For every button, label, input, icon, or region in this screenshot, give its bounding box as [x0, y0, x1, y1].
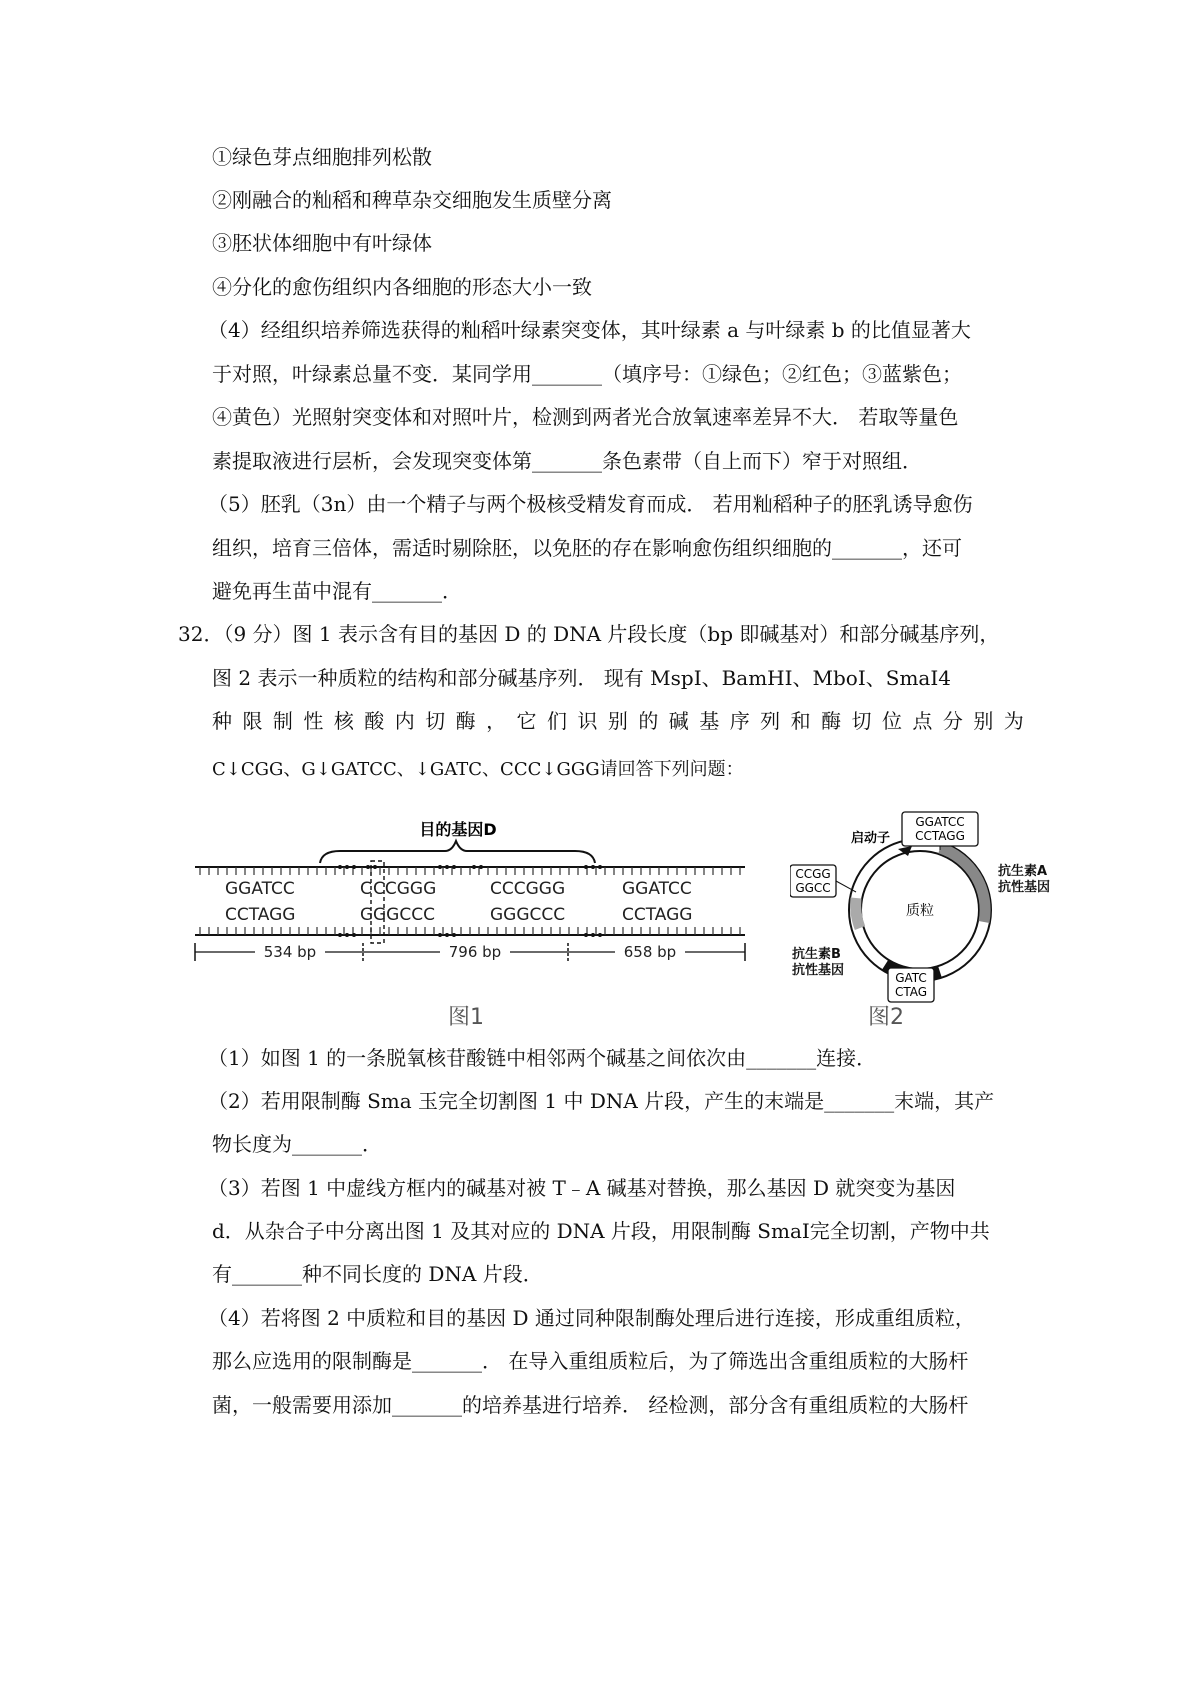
sub-question-4-line-1: （4）若将图 2 中质粒和目的基因 D 通过同种限制酶处理后进行连接，形成重组质粒，: [208, 1306, 975, 1330]
sub-question-1: （1）如图 1 的一条脱氧核苷酸链中相邻两个碱基之间依次由_______连接．: [208, 1046, 877, 1070]
justified-char: 和: [790, 709, 811, 733]
seq-bottom-1: CCTAGG: [225, 905, 296, 925]
justified-char: 列: [760, 709, 781, 733]
question-4-line-1: （4）经组织培养筛选获得的籼稻叶绿素突变体，其叶绿素 a 与叶绿素 b 的比值显著大: [208, 318, 971, 342]
justified-char: 酶: [455, 709, 476, 733]
plasmid-label: 质粒: [906, 903, 934, 919]
site-top-1: GGATCC: [915, 815, 965, 829]
length-796: 796 bp: [448, 943, 502, 961]
promoter-label: 启动子: [850, 831, 890, 846]
justified-char: 种: [212, 709, 232, 733]
gene-b-label-2: 抗性基因: [792, 963, 845, 978]
question-5-line-3: 避免再生苗中混有_______．: [212, 579, 462, 603]
question-32-line-4: C↓CGG、G↓GATCC、↓GATC、CCC↓GGG请回答下列问题：: [212, 759, 744, 780]
sub-question-4-line-3: 菌，一般需要用添加_______的培养基进行培养． 经检测，部分含有重组质粒的大肠杆: [212, 1393, 969, 1417]
justified-char: ，: [486, 709, 507, 733]
figure-1-caption: 图1: [448, 1005, 484, 1030]
justified-char: 分: [942, 709, 963, 733]
gene-d-label: 目的基因D: [419, 820, 497, 839]
site-bottom-2: CTAG: [894, 985, 928, 999]
justified-char: 序: [729, 709, 750, 733]
question-4-line-4: 素提取液进行层析，会发现突变体第_______条色素带（自上而下）窄于对照组．: [212, 449, 922, 473]
justified-char: 别: [607, 709, 628, 733]
seq-bottom-2-first: G: [360, 905, 374, 925]
site-top-2: CCTAGG: [915, 829, 965, 843]
question-32-line-3: [212, 707, 1024, 735]
justified-char: 限: [242, 709, 263, 733]
site-left-2: GGCC: [795, 881, 831, 895]
justified-char: 的: [638, 709, 659, 733]
length-534: 534 bp: [263, 943, 317, 961]
figure-1-dna-fragment: [190, 805, 750, 975]
sub-question-3-line-3: 有_______种不同长度的 DNA 片段．: [212, 1262, 543, 1286]
justified-char: 别: [973, 709, 994, 733]
figure-2-plasmid: [790, 810, 1050, 1005]
justified-char: 碱: [668, 709, 689, 733]
sub-question-4-line-2: 那么应选用的限制酶是_______． 在导入重组质粒后，为了筛选出含重组质粒的大肠杆: [212, 1349, 969, 1373]
seq-bottom-2: GGCCC: [373, 905, 435, 925]
justified-char: 制: [272, 709, 293, 733]
seq-top-2-first: C: [360, 879, 372, 899]
figure-2-caption: 图2: [868, 1005, 904, 1030]
justified-char: 它: [516, 709, 537, 733]
gene-a-label-2: 抗性基因: [998, 880, 1050, 895]
seq-top-1: GGATCC: [225, 879, 295, 899]
justified-char: 切: [851, 709, 872, 733]
justified-char: 切: [425, 709, 446, 733]
option-2: ②刚融合的籼稻和稗草杂交细胞发生质壁分离: [212, 188, 612, 212]
justified-char: 为: [1003, 709, 1024, 733]
justified-char: 核: [333, 709, 354, 733]
justified-char: 位: [881, 709, 902, 733]
justified-char: 酸: [364, 709, 385, 733]
seq-top-2: CCGGG: [373, 879, 437, 899]
option-1: ①绿色芽点细胞排列松散: [212, 145, 432, 169]
seq-top-3: CCCGGG: [490, 879, 566, 899]
sub-question-2-line-1: （2）若用限制酶 Sma 玉完全切割图 1 中 DNA 片段，产生的末端是_______末端，其产: [208, 1089, 995, 1113]
site-left-1: CCGG: [795, 867, 831, 881]
sub-question-3-line-1: （3）若图 1 中虚线方框内的碱基对被 T﹣A 碱基对替换，那么基因 D 就突变为基因: [208, 1176, 956, 1200]
justified-char: 点: [912, 709, 933, 733]
justified-char: 性: [303, 709, 324, 733]
seq-top-4: GGATCC: [622, 879, 692, 899]
gene-a-label-1: 抗生素A: [998, 864, 1048, 879]
site-bottom-1: GATC: [895, 971, 927, 985]
sub-question-3-line-2: d．从杂合子中分离出图 1 及其对应的 DNA 片段，用限制酶 SmaⅠ完全切割，产物中共: [212, 1219, 990, 1243]
justified-char: 基: [699, 709, 720, 733]
option-4: ④分化的愈伤组织内各细胞的形态大小一致: [212, 275, 592, 299]
justified-char: 内: [394, 709, 415, 733]
question-32-line-2: 图 2 表示一种质粒的结构和部分碱基序列． 现有 MspⅠ、BamHⅠ、MboⅠ、SmaⅠ4: [212, 666, 951, 690]
gene-b-label-1: 抗生素B: [792, 947, 841, 962]
option-3: ③胚状体细胞中有叶绿体: [212, 231, 432, 255]
question-5-line-2: 组织，培育三倍体，需适时剔除胚，以免胚的存在影响愈伤组织细胞的_______，还可: [212, 536, 962, 560]
sub-question-2-line-2: 物长度为_______．: [212, 1132, 382, 1156]
seq-bottom-3: GGGCCC: [490, 905, 566, 925]
justified-char: 酶: [821, 709, 842, 733]
justified-char: 识: [577, 709, 598, 733]
seq-bottom-4: CCTAGG: [622, 905, 693, 925]
justified-char: 们: [546, 709, 567, 733]
question-4-line-2: 于对照，叶绿素总量不变．某同学用_______（填序号：①绿色；②红色；③蓝紫色；: [212, 362, 962, 386]
question-5-line-1: （5）胚乳（3n）由一个精子与两个极核受精发育而成． 若用籼稻种子的胚乳诱导愈伤: [208, 492, 973, 516]
question-4-line-3: ④黄色）光照射突变体和对照叶片，检测到两者光合放氧速率差异不大． 若取等量色: [212, 405, 959, 429]
length-658: 658 bp: [623, 943, 677, 961]
question-32-line-1: 32．（9 分）图 1 表示含有目的基因 D 的 DNA 片段长度（bp 即碱基对）和部分碱基序列，: [178, 622, 1000, 646]
